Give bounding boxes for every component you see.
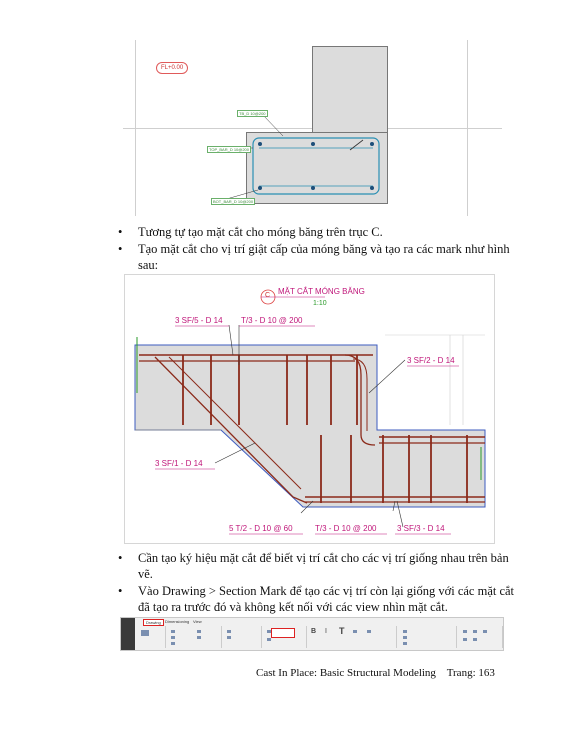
tool-icon[interactable] [473, 630, 477, 633]
bullet-text: Tương tự tạo mặt cắt cho móng băng trên trục C. [138, 225, 383, 239]
rebar-label: 3 SF/1 - D 14 [155, 459, 203, 468]
rebar-label: T/3 - D 10 @ 200 [315, 524, 377, 533]
tool-icon[interactable] [171, 642, 175, 645]
figure-step-footing-section [124, 274, 495, 544]
tool-icon[interactable] [463, 638, 467, 641]
rebar-label: BOT_BAR_D 10@200 [213, 199, 254, 204]
tool-icon[interactable] [197, 630, 201, 633]
tab-drawing[interactable]: Drawing [143, 619, 164, 626]
text-icon[interactable]: T [339, 626, 345, 636]
rebar-label: 3 SF/2 - D 14 [407, 356, 455, 365]
bullet-text: Vào Drawing > Section Mark để tạo các vị trí còn lại giống với các mặt cắt đã tạo ra trước đó và không kết nối với các view nhìn mặt cắt. [138, 584, 515, 614]
section-letter: C [265, 292, 271, 299]
tool-icon[interactable] [403, 642, 407, 645]
section-scale: 1:10 [313, 300, 327, 307]
bullet-dot: • [118, 242, 123, 256]
tab-dimensioning[interactable]: Dimensioning [165, 619, 190, 624]
tab-view[interactable]: View [193, 619, 202, 624]
page-number: Trang: 163 [446, 667, 495, 679]
bullet-dot: • [118, 225, 123, 239]
bullet-dot: • [118, 551, 123, 565]
rebar-label: 3 SF/5 - D 14 [175, 316, 223, 325]
drawing-ribbon-toolbar [120, 617, 504, 651]
tool-icon[interactable] [483, 630, 487, 633]
tool-icon[interactable] [473, 638, 477, 641]
tool-icon[interactable] [353, 630, 357, 633]
tool-icon[interactable] [267, 638, 271, 641]
section-mark-button[interactable] [271, 628, 295, 638]
ribbon-group [306, 626, 397, 648]
rebar-label: TB_D 10@200 [239, 111, 266, 116]
tool-icon[interactable] [171, 636, 175, 639]
section-title: MẶT CẮT MÓNG BĂNG [278, 287, 365, 296]
bullet-text: Tạo mặt cắt cho vị trí giật cấp của móng băng và tạo ra các mark như hình sau: [138, 242, 510, 272]
rebar-label: T/3 - D 10 @ 200 [241, 316, 303, 325]
ribbon-side-bar [121, 618, 135, 650]
tool-icon[interactable] [227, 636, 231, 639]
bullet-text: Cần tạo ký hiệu mặt cắt để biết vị trí cắt cho các vị trí giống nhau trên bản vẽ. [138, 551, 509, 581]
page-footer [256, 667, 495, 679]
drawing-icon[interactable] [141, 630, 149, 636]
rebar-label: 5 T/2 - D 10 @ 60 [229, 524, 293, 533]
tool-icon[interactable] [367, 630, 371, 633]
italic-icon[interactable]: I [325, 628, 327, 635]
tool-icon[interactable] [171, 630, 175, 633]
bold-icon[interactable]: B [311, 628, 317, 635]
ribbon-group [135, 626, 166, 648]
tool-icon[interactable] [463, 630, 467, 633]
figure-footing-section [123, 40, 502, 216]
tool-icon[interactable] [403, 636, 407, 639]
tool-icon[interactable] [227, 630, 231, 633]
rebar-label: TOP_BAR_D 10@200 [209, 147, 250, 152]
rebar-label: 3 SF/3 - D 14 [397, 524, 445, 533]
level-tag: FL+0.00 [156, 62, 188, 74]
footer-title: Cast In Place: Basic Structural Modeling [256, 667, 436, 679]
bullet-dot: • [118, 584, 123, 598]
tool-icon[interactable] [403, 630, 407, 633]
tool-icon[interactable] [197, 636, 201, 639]
